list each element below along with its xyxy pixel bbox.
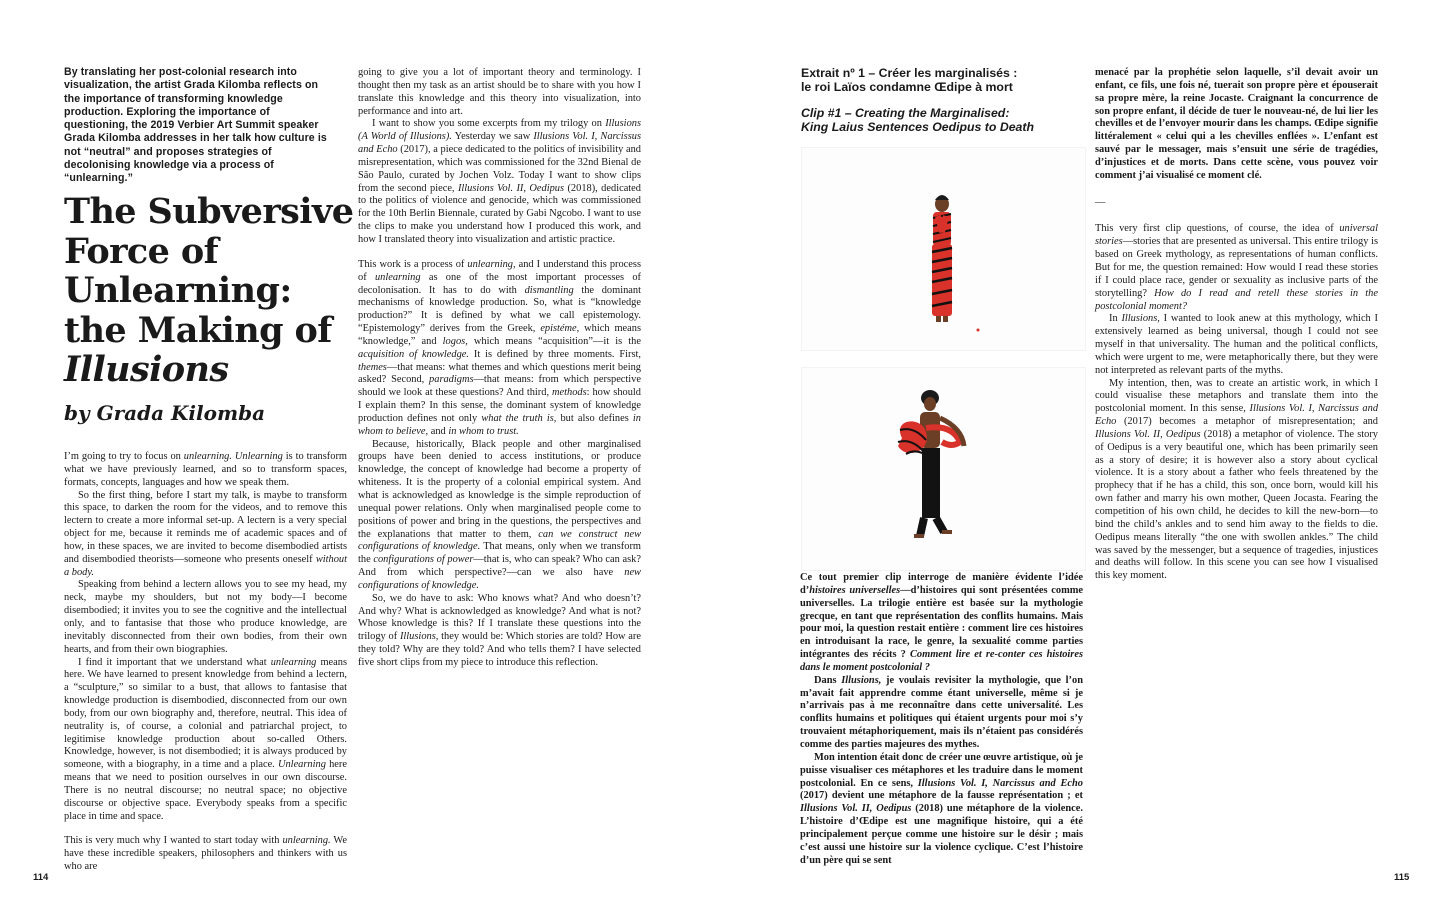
performance-photo-2: [801, 367, 1086, 571]
body-column-2: [358, 67, 641, 670]
title-line: the Making of: [64, 309, 332, 351]
body-column-1: [64, 451, 347, 874]
paragraph: My intention, then, was to create an artistic work, in which I could visualise these metaphors and translate them into the postcolonial moment. In this sense, Illusions Vol. I, Narcissus and Echo (2017) becomes a metaphor of misrepresentation; and Illusions Vol. II, Oedipus (2018) a metaphor of violence. The story of Oedipus is a very beautiful one, which has been primarily seen as a story of desire; it is however also a story about cyclical violence. It is a story about a father who feels threatened by the prophecy that if he has a child, this son, once born, would kill his own father and marry his own mother, Queen Jocasta. Fearing the competition of his own child, he decides to kill the new-born—to bind the child’s ankles and to send him away to the fields to die. Oedipus means literally “the one with swollen ankles.” The child was saved by the messenger, but a sequence of tragedies, injustices and deaths will follow. In this scene you can see how I visualised this key moment.: [1095, 377, 1379, 582]
page-number-right: 115: [1394, 872, 1410, 883]
paragraph: Mon intention était donc de créer une œuvre artistique, où je puisse visualiser ces métaphores et les traduire dans le moment postcolonial. En ce sens, Illusions Vol. I, Narcissus and Echo (2017) devient une métaphore de la fausse représentation ; et Illusions Vol. II, Oedipus (2018) une métaphore de la violence. L’histoire d’Œdipe est une magnifique histoire, qui a été principalement perçue comme une histoire sur le désir ; mais c’est aussi une histoire sur la violence cyclique. C’est l’histoire d’un père qui se sent: [800, 751, 1083, 866]
paragraph: This is very much why I wanted to start today with unlearning. We have these incredible speakers, philosophers and thinkers with us who are: [64, 835, 348, 873]
page-number-left: 114: [33, 872, 49, 883]
paragraph: I find it important that we understand what unlearning means here. We have learned to present knowledge from behind a lectern, a “sculpture,” so similar to a bust, that allows to fantasise that knowledge production is disembodied, disconnected from our own body, from our own biography and, therefore, neutral. This idea of neutrality is, of course, a colonial and patriarchal project, to legitimise knowledge production about so-called Others. Knowledge, however, is not disembodied; it is always produced by someone, with a biography, in a time and a place. Unlearning here means that we need to position ourselves in our own discourse. There is no neutral discourse; no neutral space; no objective discourse or objective space. Everybody speaks from a specific place in time and space.: [64, 656, 347, 822]
paragraph: This work is a process of unlearning, and I understand this process of unlearning as one of the most important processes of decolonisation. It has to do with dismantling the dominant mechanisms of knowledge production. So, what is “knowledge production?” It is defined by what we call epistemology. “Epistemology” derives from the Greek, epistéme, which means “knowledge,” and logos, which means “acquisition”—it is the acquisition of knowledge. It is defined by three moments. First, themes—that means: what themes and which questions merit being asked? Second, paradigms—that means: from which perspective should we look at these questions? And third, methods: how should I explain them? In this sense, the dominant system of knowledge production defines not only what the truth is, but also defines in whom to believe, and in whom to trust.: [358, 258, 642, 437]
title-line: Force of: [64, 230, 219, 272]
paragraph: So, we do have to ask: Who knows what? And who doesn’t? And why? What is acknowledged as knowledge? And what is not? Whose knowledge is this? If I translate these questions into the trilogy of Illusions, they would be: Which stories are told? How are they told? Why are they told? And who tells them? I have selected five short clips from my piece to introduce this reflection.: [358, 592, 641, 668]
paragraph: In Illusions, I wanted to look anew at this mythology, which I extensively learned as being universal, though I could not see myself in that universality. The human and the political conflicts, which were urgent to me, were metaphorically there, but they were not interpreted as relevant parts of the myths.: [1095, 313, 1378, 376]
paragraph: I want to show you some excerpts from my trilogy on Illusions (A World of Illusions). Yesterday we saw Illusions Vol. I, Narcissus and Echo (2017), a piece dedicated to the politics of invisibility and misrepresentation, which was commissioned for the 32nd Bienal de São Paulo, curated by Jochen Volz. Today I want to show clips from the second piece, Illusions Vol. II, Oedipus (2018), dedicated to the politics of violence and genocide, which was commissioned for the 10th Berlin Biennale, curated by Gabi Ngcobo. I want to use the clips to make you understand how I produced this work, and how I translated theory into visualization and artistic practice.: [358, 118, 641, 245]
standing-figure-illustration: [802, 148, 1085, 350]
standfirst: By translating her post-colonial research into visualization, the artist Grada Kilomba reflects on the importance of transforming knowledge production. Exploring the importance of questioning, the 2019 Verbier Art Summit speaker Grada Kilomba addresses in her talk how culture is not “neutral” and proposes strategies of decolonising knowledge via a process of “unlearning.”: [64, 66, 327, 185]
french-text-column: [800, 572, 1083, 867]
carrying-figure-illustration: [802, 368, 1085, 570]
paragraph: I’m going to try to focus on unlearning. Unlearning is to transform what we have previously learned, and so to transform spaces, formats, concepts, languages and how we speak them.: [64, 451, 347, 488]
clip-heading-en: Clip #1 – Creating the Marginalised: King Laius Sentences Oedipus to Death: [801, 106, 1034, 135]
title-line: Unlearning:: [64, 270, 292, 311]
title-line-italic: Illusions: [64, 349, 229, 390]
performance-photo-1: [801, 147, 1086, 351]
paragraph: Because, historically, Black people and other marginalised groups have been denied to access institutions, or produce knowledge, the concept of knowledge had become a property of whiteness. It is the property of a colonial empirical system. And what is acknowledged as knowledge is the simple reproduction of unequal power relations. Only when marginalised people come to positions of power and bring in the questions, the perspectives and the explanations that matter to them, can we construct new configurations of knowledge. That means, only when we transform the configurations of power—that is, who can speak? Who can ask? And from which perspective?—can we also have new configurations of knowledge.: [358, 438, 642, 591]
paragraph: So the first thing, before I start my talk, is maybe to transform this space, to darken the room for the videos, and to remove this lectern to create a more informal set-up. A lectern is a very special object for me, because it reminds me of academic spaces and of how, in these spaces, we are invited to become disembodied artists and disembodied theorists—someone who presents oneself without a body.: [64, 489, 347, 578]
clip-heading-fr: Extrait nº 1 – Créer les marginalisés : le roi Laïos condamne Œdipe à mort: [801, 66, 1018, 95]
body-column-4: [1095, 67, 1378, 583]
paragraph: going to give you a lot of important theory and terminology. I thought then my task as an artist should be to share with you how I translate this knowledge and this theory into visualization, into performance and into art.: [358, 67, 641, 117]
title-line: The Subversive: [64, 191, 354, 232]
french-paragraph: menacé par la prophétie selon laquelle, s’il devait avoir un enfant, ce fils, une fois né, tuerait son propre père et épouserait sa propre mère, la reine Jocaste. Craignant la concurrence de son propre enfant, il décide de tuer le nouveau-né, de lui lier les chevilles et de l’envoyer mourir dans les champs. Œdipe signifie littéralement « celui qui a les chevilles enflées ». L’enfant est sauvé par le messager, mais s’ensuit une série de tragédies, d’injustices et de morts. Dans cette scène, vous pouvez voir comment j’ai visualisé ce moment clé.: [1095, 67, 1378, 181]
byline: by Grada Kilomba: [64, 401, 266, 425]
paragraph: Speaking from behind a lectern allows you to see my head, my neck, maybe my shoulders, but not my body—I become disembodied; it invites you to see the cognitive and the intellectual only, and to fantasise that those who produce knowledge, are inevitably disconnected from their own bodies, from their own hearts, and from their own biographies.: [64, 579, 347, 655]
section-divider: —: [1095, 196, 1106, 208]
paragraph: Ce tout premier clip interroge de manière évidente l’idée d’histoires universelles—d’histoires qui sont présentées comme universelles. La trilogie entière est basée sur la mythologie grecque, en tant que représentation des conflits humains. Mais pour moi, la question restait entière : comment lire ces histoires en introduisant la race, le genre, la sexualité comme parties intégrantes des récits ? Comment lire et re-conter ces histoires dans le moment postcolonial ?: [800, 572, 1084, 673]
paragraph: This very first clip questions, of course, the idea of universal stories—stories that are presented as universal. This entire trilogy is based on Greek mythology, as representations of human conflicts. But for me, the question remained: How would I read these stories if I could place race, gender or sexuality as inclusive parts of the storytelling? How do I read and retell these stories in the postcolonial moment?: [1095, 223, 1378, 312]
paragraph: Dans Illusions, je voulais revisiter la mythologie, que l’on m’avait fait apprendre comme étant universelle, même si je n’arrivais pas à me reconnaître dans cette universalité. Les conflits humains et politiques qui étaient urgents pour moi s’y trouvaient métaphoriquement, mais ils n’étaient pas considérés comme des parties majeures des mythes.: [800, 674, 1083, 750]
article-title: [64, 192, 354, 390]
